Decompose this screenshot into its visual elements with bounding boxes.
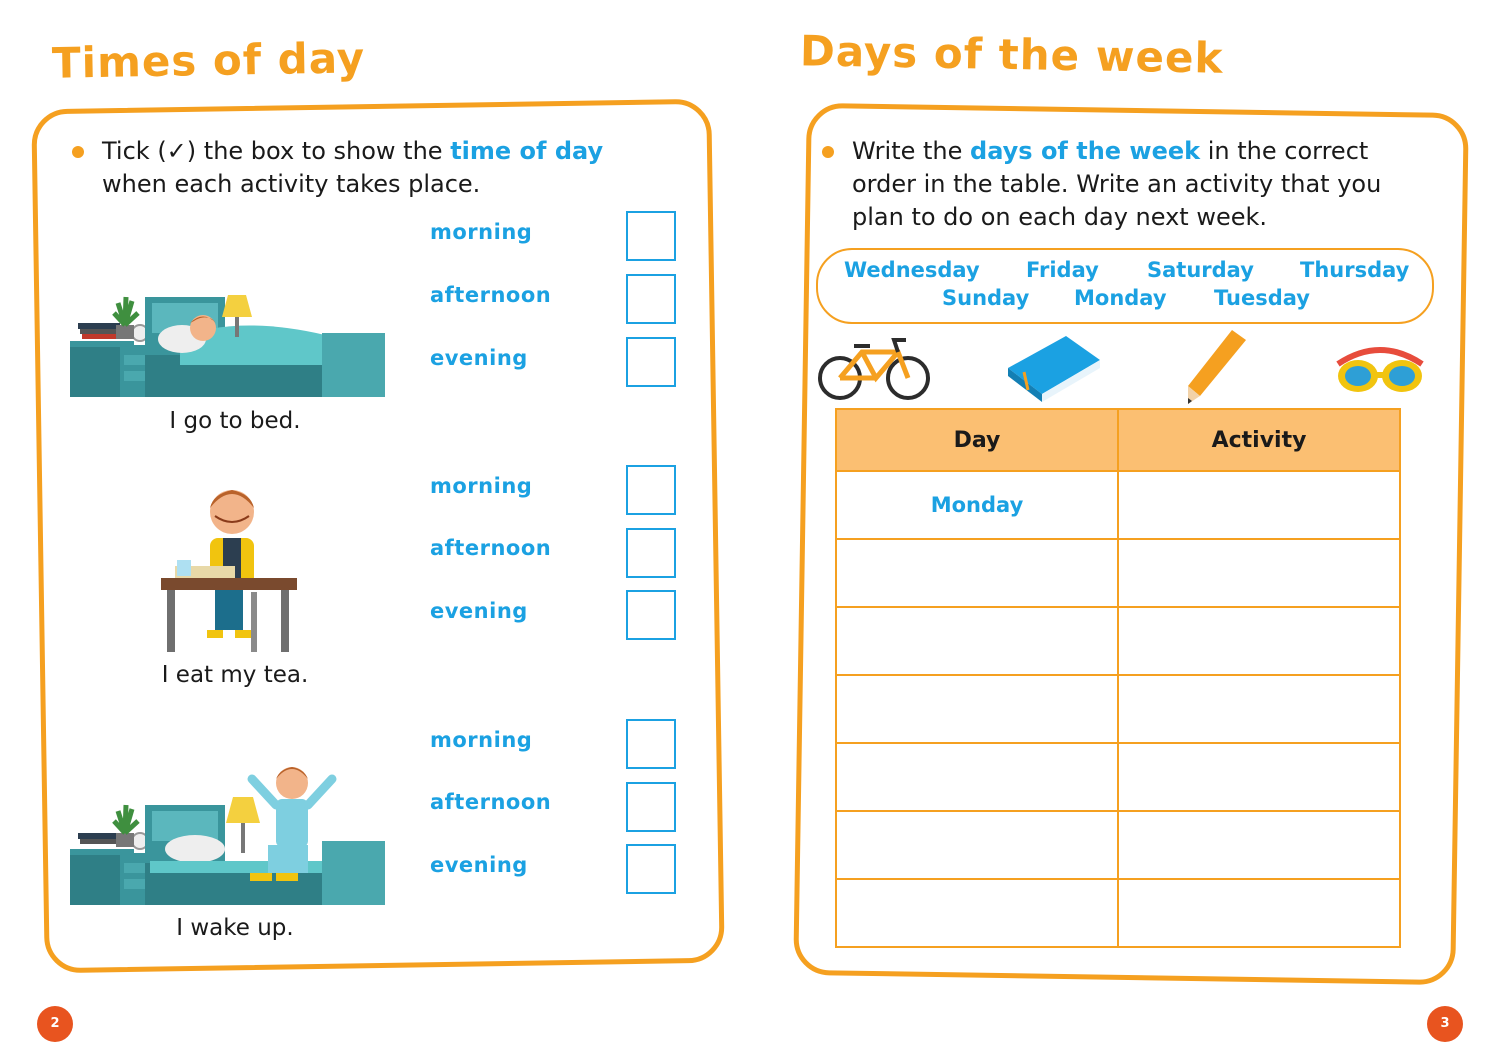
option-evening: evening [430, 853, 528, 877]
waking-up-illustration [70, 765, 390, 907]
activity-cell[interactable] [1118, 607, 1400, 675]
bedtime-illustration [70, 285, 390, 400]
bicycle-icon [818, 334, 930, 402]
activity-cell[interactable] [1118, 675, 1400, 743]
eating-tea-illustration [155, 482, 305, 657]
bullet-icon [72, 146, 84, 158]
table-header-day: Day [836, 409, 1118, 471]
option-morning: morning [430, 474, 533, 498]
day-cell[interactable] [836, 879, 1118, 947]
word-bank-item: Wednesday [844, 258, 980, 282]
table-row [836, 743, 1400, 811]
pencil-icon [1186, 328, 1250, 406]
activity-cell[interactable] [1118, 743, 1400, 811]
day-cell[interactable] [836, 539, 1118, 607]
activity-cell[interactable] [1118, 879, 1400, 947]
table-row [836, 879, 1400, 947]
day-cell[interactable] [836, 811, 1118, 879]
tick-box-afternoon[interactable] [626, 782, 676, 832]
option-morning: morning [430, 220, 533, 244]
right-instruction: Write the days of the week in the correct order in the table. Write an activity that you plan to do on each day next week. [852, 135, 1427, 234]
activity-caption: I wake up. [176, 915, 294, 941]
table-row [836, 675, 1400, 743]
tick-box-morning[interactable] [626, 211, 676, 261]
days-table-container [835, 408, 1401, 948]
bullet-icon [822, 146, 834, 158]
activity-cell[interactable] [1118, 811, 1400, 879]
option-afternoon: afternoon [430, 283, 552, 307]
table-header-activity: Activity [1118, 409, 1400, 471]
table-row [836, 607, 1400, 675]
option-afternoon: afternoon [430, 536, 552, 560]
table-row [836, 539, 1400, 607]
page-number-right: 3 [1427, 1006, 1463, 1042]
right-page-title: Days of the week [799, 26, 1224, 83]
option-evening: evening [430, 346, 528, 370]
tick-box-morning[interactable] [626, 719, 676, 769]
day-cell[interactable]: Monday [836, 471, 1118, 539]
left-instruction: Tick (✓) the box to show the time of day when each activity takes place. [102, 135, 672, 201]
goggles-icon [1332, 340, 1428, 396]
left-page-title: Times of day [51, 33, 366, 88]
option-afternoon: afternoon [430, 790, 552, 814]
day-cell[interactable] [836, 675, 1118, 743]
word-bank-item: Sunday [942, 286, 1030, 310]
word-bank-item: Thursday [1300, 258, 1410, 282]
tick-box-afternoon[interactable] [626, 274, 676, 324]
option-morning: morning [430, 728, 533, 752]
activity-cell[interactable] [1118, 471, 1400, 539]
word-bank-item: Tuesday [1214, 286, 1310, 310]
tick-box-morning[interactable] [626, 465, 676, 515]
page-number-left: 2 [37, 1006, 73, 1042]
days-activity-table [835, 408, 1401, 948]
table-row [836, 471, 1400, 539]
tick-box-evening[interactable] [626, 337, 676, 387]
word-bank-item: Saturday [1147, 258, 1254, 282]
activity-cell[interactable] [1118, 539, 1400, 607]
day-cell[interactable] [836, 743, 1118, 811]
word-bank-item: Monday [1074, 286, 1167, 310]
day-cell[interactable] [836, 607, 1118, 675]
book-icon [1004, 332, 1104, 404]
word-bank-item: Friday [1026, 258, 1099, 282]
tick-box-evening[interactable] [626, 844, 676, 894]
tick-box-evening[interactable] [626, 590, 676, 640]
tick-box-afternoon[interactable] [626, 528, 676, 578]
table-row [836, 811, 1400, 879]
activity-caption: I go to bed. [169, 408, 301, 434]
option-evening: evening [430, 599, 528, 623]
activity-caption: I eat my tea. [161, 662, 309, 688]
